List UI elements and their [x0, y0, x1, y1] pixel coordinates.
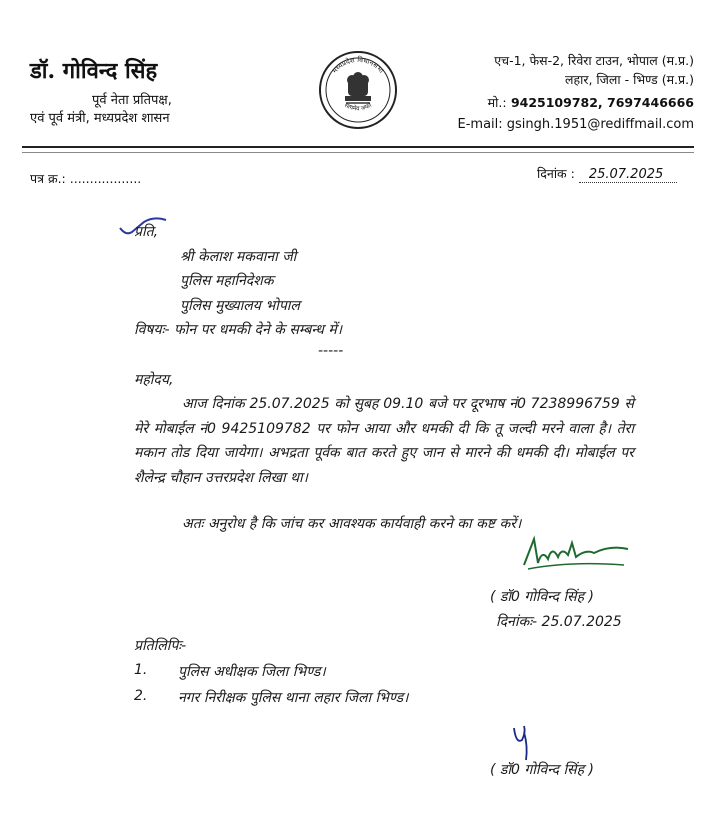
letter-number-label: पत्र क्र.: [30, 171, 66, 186]
seal-top-text: मध्यप्रदेश विधानसभा [330, 55, 386, 75]
signature-2-icon [508, 722, 538, 762]
email-line: E-mail: gsingh.1951@rediffmail.com [457, 117, 694, 132]
address-line-1: एच-1, फेस-2, रिवेरा टाउन, भोपाल (म.प्र.) [494, 53, 694, 68]
copy-item-number: 2. [134, 688, 148, 704]
request-line: अतः अनुरोध है कि जांच कर आवश्यक कार्यवाही करने का कष्ट करें। [182, 516, 522, 532]
recipient-line-1: श्री केलाश मकवाना जी [180, 249, 297, 265]
letter-date-label: दिनांक : [537, 166, 575, 181]
header-rule-thin [22, 152, 694, 153]
copies-label: प्रतिलिपिः- [134, 638, 187, 654]
letter-date [537, 165, 677, 182]
letter-date-value: 25.07.2025 [579, 167, 677, 183]
mobile-label: मो.: [487, 95, 507, 110]
signature-1-icon [520, 535, 630, 575]
letter-number [30, 170, 141, 187]
copy-item-text: नगर निरीक्षक पुलिस थाना लहार जिला भिण्ड। [178, 690, 409, 706]
signature-date: दिनांकः- 25.07.2025 [496, 614, 622, 630]
assembly-seal-icon [318, 50, 398, 130]
header-rule [22, 146, 694, 148]
signer-name-2: ( डॉ0 गोविन्द सिंह ) [490, 762, 594, 778]
signer-name-1: ( डॉ0 गोविन्द सिंह ) [490, 589, 594, 605]
mobile-line [488, 94, 694, 111]
letter-number-value: .................. [69, 171, 142, 186]
designation-line-2: एवं पूर्व मंत्री, मध्यप्रदेश शासन [30, 111, 170, 126]
salutation: महोदय, [134, 372, 174, 388]
recipient-prati: प्रति, [134, 224, 159, 240]
letterhead-name: डॉ. गोविन्द सिंह [30, 58, 158, 84]
body-paragraph: आज दिनांक 25.07.2025 को सुबह 09.10 बजे पर दूरभाष नं0 7238996759 से मेरे मोबाईल नं0 9425109782 पर फोन आया और धमकी दी कि तू जल्दी मरने वाला है। तेरा मकान तोड दिया जायेगा। अभद्रता पूर्वक बात करते हुए जान से मारने की धमकी दी। मोबाईल पर शैलेन्द्र चौहान उत्तरप्रदेश लिखा था। [134, 396, 634, 486]
copy-item-number: 1. [134, 662, 148, 678]
address-line-2: लहार, जिला - भिण्ड (म.प्र.) [564, 72, 694, 87]
copy-item-text: पुलिस अधीक्षक जिला भिण्ड। [178, 664, 326, 680]
recipient-line-3: पुलिस मुख्यालय भोपाल [180, 298, 300, 314]
recipient-line-2: पुलिस महानिदेशक [180, 273, 274, 289]
subject-underline: ----- [318, 343, 344, 359]
mobile-numbers: 9425109782, 7697446666 [510, 95, 694, 110]
seal-bottom-text: सत्यमेव जयते [343, 101, 373, 113]
subject-line: विषयः- फोन पर धमकी देने के सम्बन्ध में। [134, 322, 343, 338]
designation-line-1: पूर्व नेता प्रतिपक्ष, [92, 93, 172, 108]
